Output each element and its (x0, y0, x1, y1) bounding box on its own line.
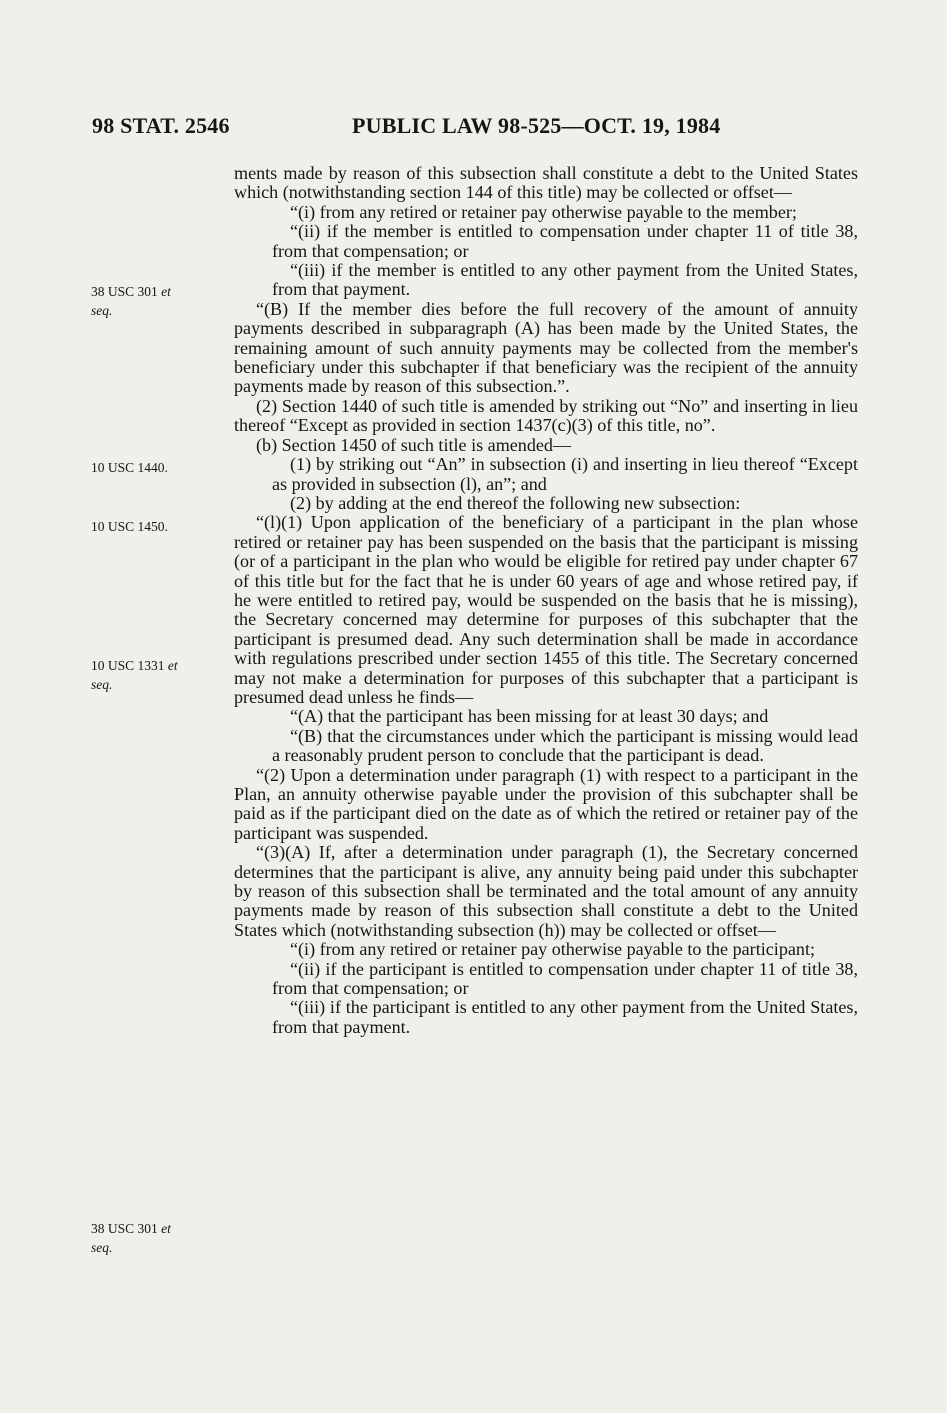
paragraph: “(B) If the member dies before the full recovery of the amount of annuity payments described in subparagraph (A) has been made by the United States, the remaining amount of such annuity payments may be collected from the member's beneficiary under this subchapter if that beneficiary was the recipient of the annuity payments made by reason of this subsection.”. (234, 298, 858, 397)
clause: “(iii) if the participant is entitled to any other payment from the United States, from that payment. (272, 997, 858, 1037)
clause: “(B) that the circumstances under which the participant is missing would lead a reasonably prudent person to conclude that the participant is dead. (272, 725, 858, 766)
margin-note (91, 656, 211, 694)
clause: “(ii) if the participant is entitled to compensation under chapter 11 of title 38, from that compensation; or (272, 958, 858, 999)
margin-note-italic: et (161, 284, 171, 299)
margin-note-citation: 10 USC 1440. (91, 460, 168, 475)
margin-note (91, 517, 211, 536)
clause: “(i) from any retired or retainer pay otherwise payable to the member; (290, 201, 797, 222)
paragraph: (b) Section 1450 of such title is amended— (256, 434, 572, 455)
paragraph: “(3)(A) If, after a determination under paragraph (1), the Secretary concerned determines that the participant is alive, any annuity being paid under this subchapter by reason of this subsection shall be terminated and the total amount of any annuity payments made by reason of this subsection shall constitute a debt to the United States which (notwithstanding subsection (h)) may be collected or offset— (234, 842, 858, 940)
margin-note-citation: 10 USC 1450. (91, 519, 168, 534)
margin-note (91, 458, 211, 477)
margin-note (91, 282, 211, 320)
clause: “(ii) if the member is entitled to compensation under chapter 11 of title 38, from that compensation; or (272, 221, 858, 261)
margin-note-continuation: seq. (91, 303, 113, 318)
page-stat-citation: 98 STAT. 2546 (92, 113, 230, 138)
page-law-title: PUBLIC LAW 98-525—OCT. 19, 1984 (352, 113, 721, 138)
margin-note-continuation: seq. (91, 677, 113, 692)
margin-note (91, 1219, 211, 1257)
margin-note-citation: 38 USC 301 (91, 1221, 158, 1236)
margin-note-italic: et (167, 658, 178, 673)
margin-note-citation: 38 USC 301 (91, 284, 158, 299)
statute-body (234, 164, 858, 1037)
clause: “(A) that the participant has been missing for at least 30 days; and (290, 706, 769, 727)
margin-note-citation: 10 USC 1331 (91, 658, 165, 673)
clause: “(i) from any retired or retainer pay otherwise payable to the participant; (290, 939, 815, 960)
paragraph: “(2) Upon a determination under paragraph (1) with respect to a participant in the Plan, an annuity otherwise payable under the provision of this subchapter shall be paid as if the participant died on the date as of which the retired or retainer pay of the participant was suspended. (234, 764, 858, 843)
clause: “(iii) if the member is entitled to any other payment from the United States, from that payment. (272, 260, 858, 300)
paragraph: “(l)(1) Upon application of the beneficiary of a participant in the plan whose retired or retainer pay has been suspended on the basis that the participant is missing (or of a participant in the plan who would be eligible for retired pay under chapter 67 of this title but for the fact that he is under 60 years of age and whose retired pay, if he were entitled to retired pay, would be suspended on the basis that he is missing), the Secretary concerned may determine for purposes of this subchapter that the participant is presumed dead. Any such determination shall be made in accordance with regulations prescribed under section 1455 of this title. The Secretary concerned may not make a determination for purposes of this subchapter that a participant is presumed dead unless he finds— (234, 512, 858, 707)
paragraph: (2) Section 1440 of such title is amended by striking out “No” and inserting in lieu thereof “Except as provided in section 1437(c)(3) of this title, no”. (234, 395, 858, 436)
paragraph: ments made by reason of this subsection shall constitute a debt to the United States which (notwithstanding section 144 of this title) may be collected or offset— (234, 163, 858, 203)
clause: (2) by adding at the end thereof the following new subsection: (290, 492, 741, 513)
clause: (1) by striking out “An” in subsection (i) and inserting in lieu thereof “Except as provided in subsection (l), an”; and (272, 454, 858, 494)
margin-note-continuation: seq. (91, 1240, 113, 1255)
margin-note-italic: et (161, 1221, 171, 1236)
